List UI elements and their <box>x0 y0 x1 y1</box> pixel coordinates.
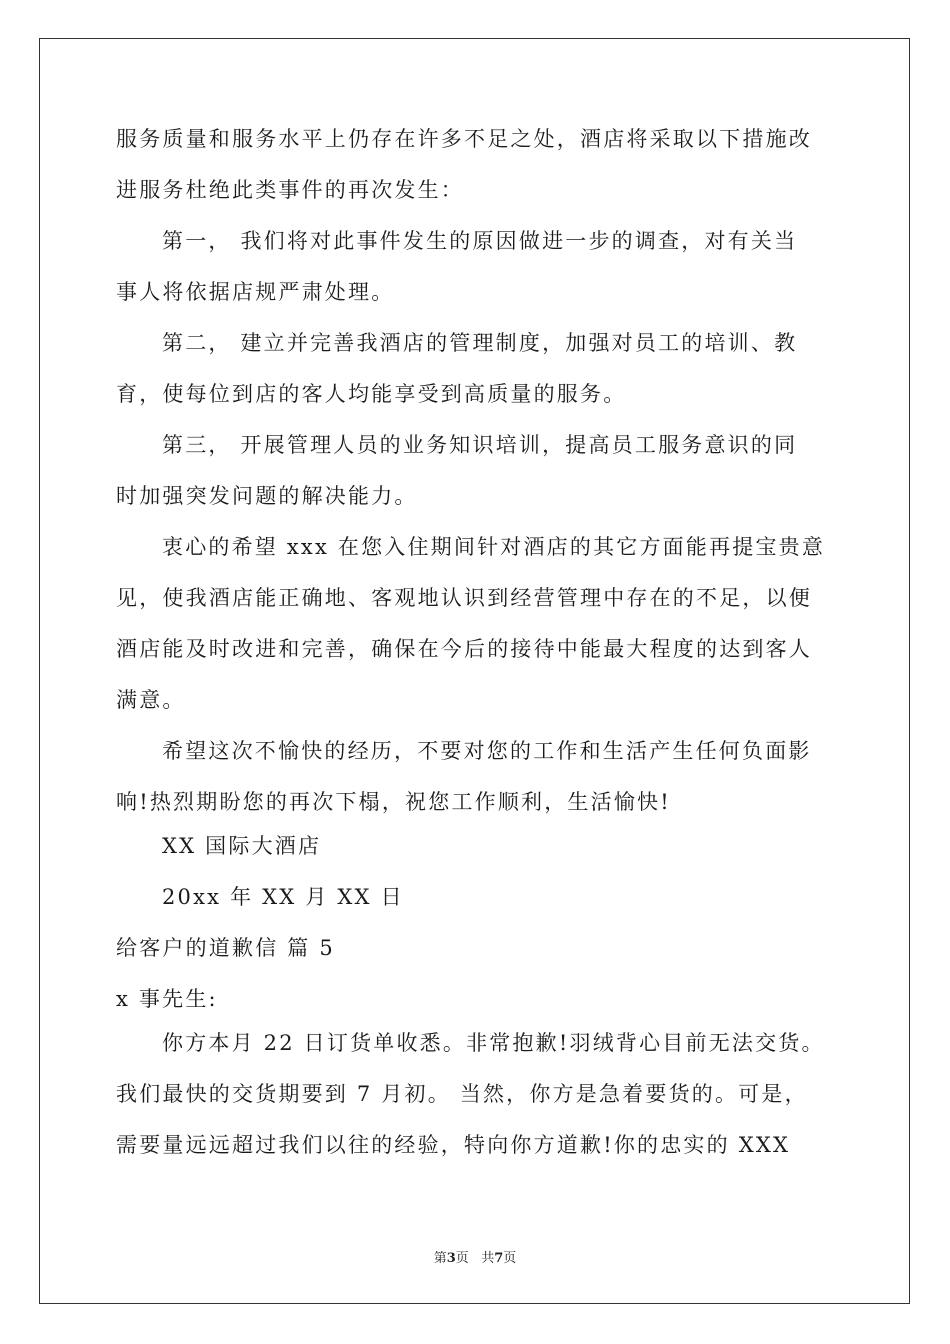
paragraph-line: 见，使我酒店能正确地、客观地认识到经营管理中存在的不足，以便 <box>116 586 812 610</box>
paragraph-line: 进服务杜绝此类事件的再次发生： <box>116 178 464 202</box>
signature-date: 20xx 年 XX 月 XX 日 <box>162 885 404 909</box>
paragraph-line: 时加强突发问题的解决能力。 <box>116 484 418 508</box>
paragraph-line: 育，使每位到店的客人均能享受到高质量的服务。 <box>116 382 627 406</box>
paragraph-line: 第一， 我们将对此事件发生的原因做进一步的调查，对有关当 <box>162 229 798 253</box>
footer-current-page: 3 <box>446 1251 456 1266</box>
page-footer <box>0 1247 950 1266</box>
section-heading: 给客户的道歉信 篇 5 <box>116 936 335 960</box>
paragraph-line: 衷心的希望 xxx 在您入住期间针对酒店的其它方面能再提宝贵意 <box>162 535 826 559</box>
paragraph-line: 你方本月 22 日订货单收悉。非常抱歉!羽绒背心目前无法交货。 <box>162 1031 825 1055</box>
footer-total-unit: 页 <box>503 1251 517 1266</box>
paragraph-line: 满意。 <box>116 688 186 712</box>
paragraph-line: 事人将依据店规严肃处理。 <box>116 280 395 304</box>
paragraph-line: 希望这次不愉快的经历，不要对您的工作和生活产生任何负面影 <box>162 739 812 763</box>
paragraph-line: 第二， 建立并完善我酒店的管理制度，加强对员工的培训、教 <box>162 331 798 355</box>
footer-total-prefix: 共 <box>481 1251 495 1266</box>
paragraph-line: 响!热烈期盼您的再次下榻，祝您工作顺利，生活愉快! <box>116 790 671 814</box>
paragraph-line: 服务质量和服务水平上仍存在许多不足之处，酒店将采取以下措施改 <box>116 127 812 151</box>
paragraph-line: 我们最快的交货期要到 7 月初。 当然，你方是急着要货的。可是， <box>116 1082 808 1106</box>
paragraph-line: 第三， 开展管理人员的业务知识培训，提高员工服务意识的同 <box>162 433 798 457</box>
footer-page-unit: 页 <box>455 1251 469 1266</box>
footer-prefix: 第 <box>433 1251 447 1266</box>
paragraph-line: 酒店能及时改进和完善，确保在今后的接待中能最大程度的达到客人 <box>116 637 812 661</box>
paragraph-line: 需要量远远超过我们以往的经验，特向你方道歉!你的忠实的 XXX <box>116 1133 791 1157</box>
salutation: x 事先生: <box>116 987 218 1011</box>
footer-total-pages: 7 <box>494 1251 504 1266</box>
signature-hotel-name: XX 国际大酒店 <box>162 834 322 858</box>
